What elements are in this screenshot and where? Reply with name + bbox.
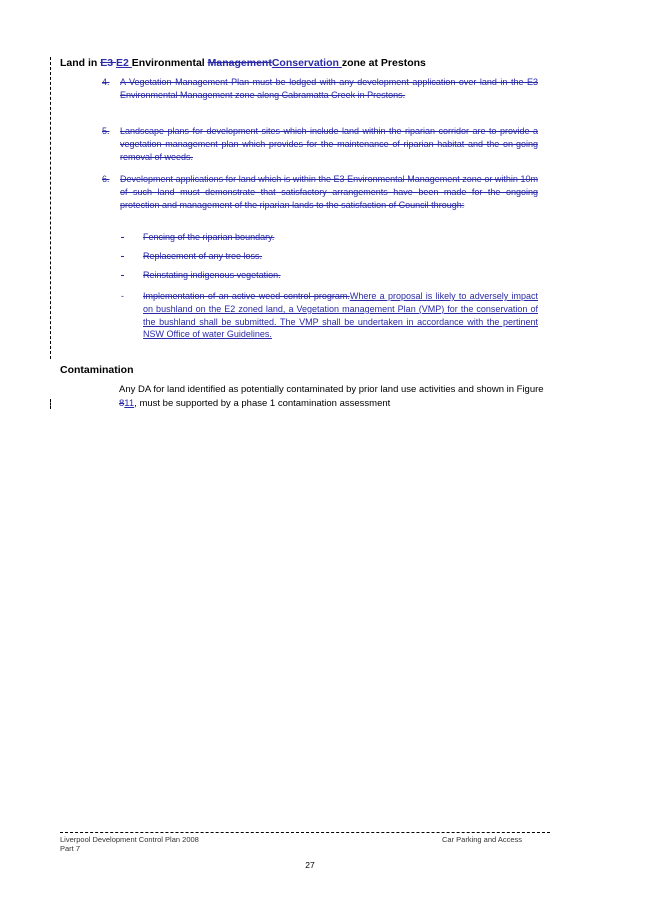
change-bar	[50, 399, 51, 409]
inserted-text: 11	[124, 397, 135, 409]
deleted-text: Reinstating indigenous vegetation.	[143, 270, 281, 280]
footer-section-title: Car Parking and Access	[442, 835, 523, 844]
sub-dash: -	[121, 232, 124, 242]
inserted-text: E2	[116, 57, 132, 69]
change-bar	[50, 57, 51, 359]
deleted-text: Management	[207, 57, 272, 69]
deleted-text: 8	[119, 397, 125, 409]
list-number: 4.	[102, 77, 110, 87]
paragraph-text: Any DA for land identified as potentially contaminated by prior land use activities and shown in Figure	[119, 384, 544, 395]
list-item	[102, 125, 538, 163]
sub-dash: -	[121, 251, 124, 261]
paragraph-text: , must be supported by a phase 1 contamination assessment	[134, 397, 391, 409]
heading-prefix: Land in	[60, 57, 101, 69]
footer-part: Part 7	[60, 844, 81, 853]
deleted-text: Replacement of any tree loss.	[143, 251, 263, 261]
inserted-text: Where a proposal is likely to adversely impact on bushland on the E2 zoned land, a Vegetation management Plan (VMP) for the conservation of the bushland shall be submitted. The VMP shall be undertaken in accordance with the pertinent NSW Office of water Guidelines.	[143, 291, 539, 340]
list-number: 6.	[102, 174, 110, 184]
contamination-paragraph	[119, 383, 549, 410]
deleted-text: Development applications for land which is within the E3 Environmental Management zone or within 10m of such land must demonstrate that satisfactory arrangements have been made for the ongoing protection and management of the riparian lands to the satisfaction of Council through:	[120, 174, 538, 210]
sub-dash: -	[121, 291, 124, 301]
list-item	[102, 173, 538, 211]
sub-item	[121, 269, 281, 282]
deleted-text: Fencing of the riparian boundary.	[143, 232, 275, 242]
deleted-text: A Vegetation Management Plan must be lodged with any development application over land in the E3 Environmental Management zone along Cabramatta Creek in Prestons.	[120, 77, 538, 100]
footer-divider	[60, 832, 550, 833]
inserted-text: Conservation	[271, 57, 342, 69]
section-heading	[60, 57, 600, 69]
sub-item	[121, 231, 275, 244]
list-number: 5.	[102, 126, 110, 136]
deleted-text: Landscape plans for development sites which include land within the riparian corridor are to provide a vegetation management plan which provides for the maintenance of riparian habitat and the on-going removal of weeds.	[120, 126, 538, 162]
page-number: 27	[305, 860, 315, 870]
deleted-text: E3	[100, 57, 117, 69]
heading-suffix: zone at Prestons	[341, 57, 426, 69]
deleted-text: Implementation of an active weed control program.	[143, 291, 350, 301]
contamination-heading: Contamination	[60, 364, 134, 376]
sub-item	[121, 290, 539, 341]
sub-item	[121, 250, 263, 263]
footer-doc-title: Liverpool Development Control Plan 2008	[60, 835, 199, 844]
heading-mid: Environmental	[131, 57, 208, 69]
list-item	[102, 76, 538, 102]
sub-dash: -	[121, 270, 124, 280]
footer-left	[60, 835, 199, 853]
